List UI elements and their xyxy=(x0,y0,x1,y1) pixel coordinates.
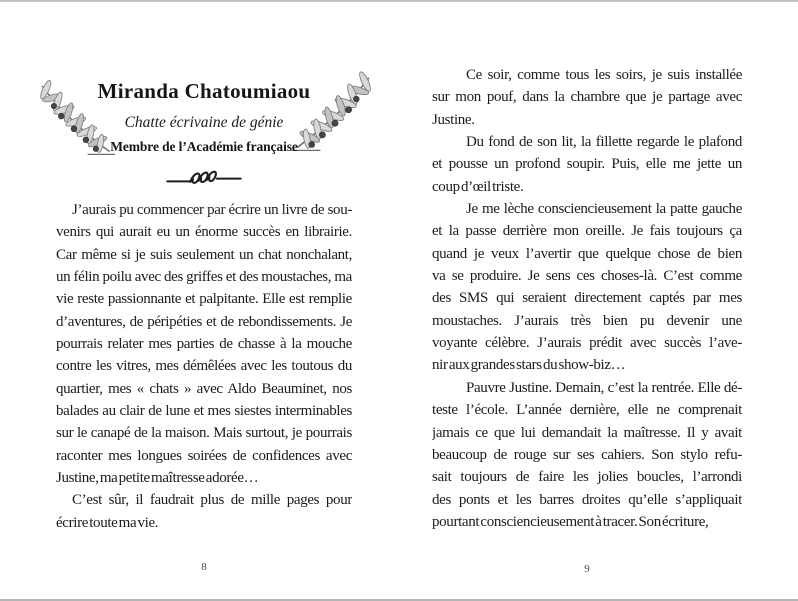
text-line: balades au clair de lune et mes siestes interminables xyxy=(56,403,352,420)
text-line: contre les vitres, mes démêlées avec les toutous du xyxy=(56,358,352,375)
text-line: teste l’école. L’année dernière, elle ne comprenait xyxy=(432,402,742,419)
text-line: venirs qui aurait eu un énorme succès en librairie. xyxy=(56,224,352,241)
text-line: sur le canapé de la maison. Mais surtout, je pourrais xyxy=(56,425,352,442)
text-line: vie reste passionnante et palpitante. Elle est remplie xyxy=(56,291,352,308)
text-line: beaucoup de rouge sur ses cahiers. Son stylo refu- xyxy=(432,446,742,463)
text-line: nir aux grandes stars du show-biz… xyxy=(432,357,626,374)
text-line: C’est sûr, il faudrait plus de mille pages pour xyxy=(72,492,352,509)
text-line: J’aurais pu commencer par écrire un livre de sou- xyxy=(72,202,352,218)
text-line: Car même si je suis seulement un chat nonchalant, xyxy=(56,246,352,263)
text-line: jamais ce que lui demandait la maîtresse. Il y avait xyxy=(432,424,742,441)
text-line: pourrais relater mes parties de chasse à la mouche xyxy=(56,336,352,353)
page-number-right: 9 xyxy=(584,563,590,575)
text-line: coup d’œil triste. xyxy=(432,178,524,195)
text-line: un félin poilu avec des griffes et des moustaches, ma xyxy=(56,269,352,286)
text-line: sur mon pouf, dans la chambre que je partage avec xyxy=(432,89,742,106)
page-number-left: 8 xyxy=(201,561,207,573)
text-line: Justine, ma petite maîtresse adorée… xyxy=(56,470,259,487)
text-line: sait toujours de faire les jolies boucles, l’arrondi xyxy=(432,469,742,486)
author-title: Miranda Chatoumiaou xyxy=(97,79,311,103)
left-page-text xyxy=(56,199,352,534)
rope-twist-divider-icon xyxy=(162,169,246,191)
text-line: Du fond de son lit, la fillette regarde le plafond xyxy=(466,134,742,151)
text-line: et la passe derrière mon oreille. Je fais toujours ça xyxy=(432,223,742,240)
right-page-text xyxy=(432,64,742,533)
text-line: quartier, mes « chats » avec Aldo Beauminet, nos xyxy=(56,380,352,397)
text-line: écrire toute ma vie. xyxy=(56,514,159,531)
right-page xyxy=(432,0,742,601)
author-subtitle: Chatte écrivaine de génie xyxy=(124,114,284,131)
text-line: va se produire. Je sens ces choses-là. C’est comme xyxy=(432,268,742,285)
text-line: des ponts et les barres droites qu’elle s’appliquait xyxy=(432,491,742,508)
text-line: moustaches. J’aurais très bien pu devenir une xyxy=(432,312,742,329)
text-line: Justine. xyxy=(432,111,475,128)
text-line: et pousse un profond soupir. Puis, elle me jette un xyxy=(432,156,742,173)
text-line: Je me lèche consciencieusement la patte gauche xyxy=(466,201,742,218)
text-line: des SMS qui seraient directement captés par mes xyxy=(432,290,742,307)
text-line: voyante célèbre. J’aurais prédit avec succès l’ave- xyxy=(432,335,742,352)
text-line: raconter mes longues soirées de confidences avec xyxy=(56,447,352,464)
author-affiliation: Membre de l’Académie française xyxy=(110,139,298,154)
text-line: pourtant consciencieusement à tracer. Son écriture, xyxy=(432,513,709,530)
text-line: Ce soir, comme tous les soirs, je suis installée xyxy=(466,67,742,83)
text-line: d’aventures, de péripéties et de rebondissements. Je xyxy=(56,313,352,330)
text-line: Pauvre Justine. Demain, c’est la rentrée. Elle dé- xyxy=(466,379,742,396)
left-page xyxy=(56,0,352,601)
text-line: quand je veux l’avertir que quelque chose de bien xyxy=(432,245,742,262)
